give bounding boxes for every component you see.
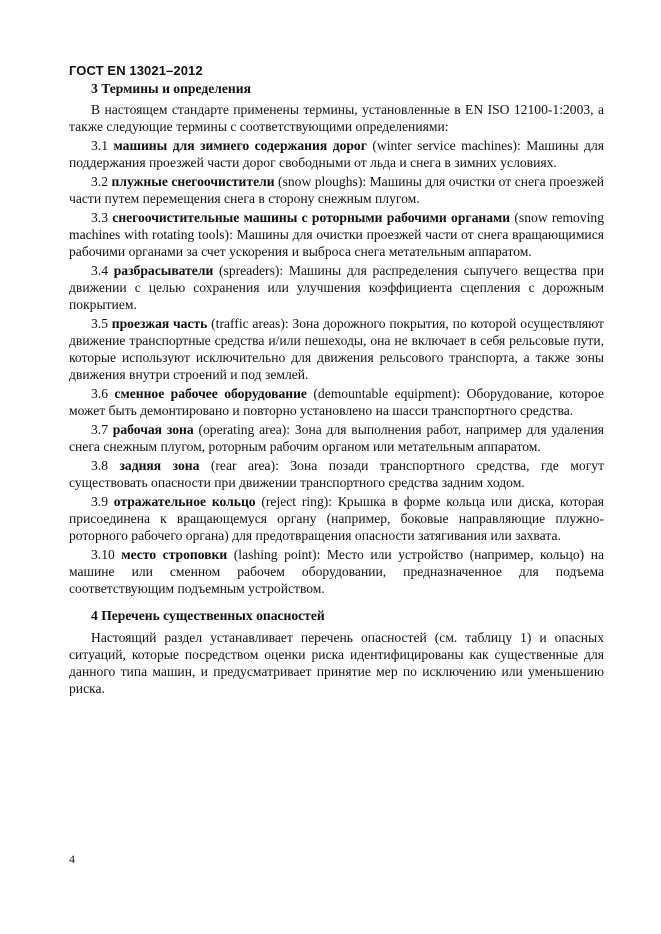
term-3-6 xyxy=(69,385,604,419)
section-3-intro: В настоящем стандарте применены термины, установленные в EN ISO 12100-1:2003, а также следующие термины с соответствующими определениями: xyxy=(69,102,604,134)
term-definition: (snow removing machines with rotating tools): Машины для очистки проезжей части от снега вращающимися рабочими органами за счет ускорения и выброса снега метательным аппаратом. xyxy=(69,210,605,259)
term-3-3 xyxy=(69,209,604,260)
term-name: сменное рабочее оборудование xyxy=(114,386,307,401)
term-number: 3.7 xyxy=(91,422,113,437)
section-4-text: Настоящий раздел устанавливает перечень опасностей (см. таблицу 1) и опасных ситуаций, которые посредством оценки риска идентифицированы как существенные для данного типа машин, и предусматривает принятие мер по исключению или уменьшению риска. xyxy=(69,630,604,696)
term-definition: (demountable equipment): Оборудование, которое может быть демонтировано и повторно установлено на шасси транспортного средства. xyxy=(69,386,604,418)
term-number: 3.5 xyxy=(91,316,112,331)
page-number: 4 xyxy=(69,852,75,866)
term-definition: (rear area): Зона позади транспортного средства, где могут существовать опасности при движении транспортного средства задним ходом. xyxy=(69,458,605,490)
document-header: ГОСТ EN 13021–2012 xyxy=(69,63,203,78)
term-number: 3.2 xyxy=(91,174,112,189)
term-3-8 xyxy=(69,457,604,491)
term-number: 3.4 xyxy=(91,263,114,278)
term-name: разбрасыватели xyxy=(113,263,214,278)
term-definition: (traffic areas): Зона дорожного покрытия, по которой осуществляют движение транспортные средства и/или пешеходы, она не включает в себя рельсовые пути, которые используют исключительно для движения рельсового транспорта, а также зоны движения внутри строений и под землей. xyxy=(69,316,604,382)
term-definition: (reject ring): Крышка в форме кольца или диска, которая присоединена к вращающемуся органу (например, боковые направляющие плужно-роторного рабочего органа) для предотвращения опасности затягивания или захвата. xyxy=(69,494,605,543)
term-number: 3.3 xyxy=(91,210,113,225)
term-definition: (lashing point): Место или устройство (например, кольцо) на машине или сменном рабочем оборудовании, предназначенное для подъема соответствующим подъемным устройством. xyxy=(69,547,605,596)
term-number: 3.6 xyxy=(91,386,115,401)
section-3-heading: 3 Термины и определения xyxy=(91,81,251,96)
term-3-4 xyxy=(69,262,604,313)
section-4-heading: 4 Перечень существенных опасностей xyxy=(91,608,325,623)
term-name: машины для зимнего содержания дорог xyxy=(113,138,367,153)
term-definition: (snow ploughs): Машины для очистки от снега проезжей части путем перемещения снега в сторону снежным плугом. xyxy=(69,174,605,206)
term-3-5 xyxy=(69,315,604,383)
term-name: плужные снегоочистители xyxy=(111,174,275,189)
term-3-9 xyxy=(69,493,604,544)
term-name: задняя зона xyxy=(119,458,200,473)
term-name: место строповки xyxy=(121,547,228,562)
term-number: 3.9 xyxy=(91,494,114,509)
term-3-10 xyxy=(69,546,604,597)
document-body xyxy=(69,80,604,699)
term-definition: (winter service machines): Машины для поддержания проезжей части дорог свободными от льда и снега в зимних условиях. xyxy=(69,138,604,170)
term-3-2 xyxy=(69,173,604,207)
term-number: 3.8 xyxy=(91,458,120,473)
term-name: рабочая зона xyxy=(112,422,194,437)
term-number: 3.10 xyxy=(91,547,122,562)
term-definition: (operating area): Зона для выполнения работ, например для удаления снега снежным плугом, роторным рабочим органом или метательным аппаратом. xyxy=(69,422,605,454)
term-name: проезжая часть xyxy=(111,316,208,331)
term-3-1 xyxy=(69,137,604,171)
term-name: отражательное кольцо xyxy=(113,494,256,509)
term-name: снегоочистительные машины с роторными рабочими органами xyxy=(112,210,511,225)
term-definition: (spreaders): Машины для распределения сыпучего вещества при движении с целью сохранения или улучшения коэффициента сцепления с дорожным покрытием. xyxy=(69,263,605,312)
term-3-7 xyxy=(69,421,604,455)
term-number: 3.1 xyxy=(91,138,114,153)
